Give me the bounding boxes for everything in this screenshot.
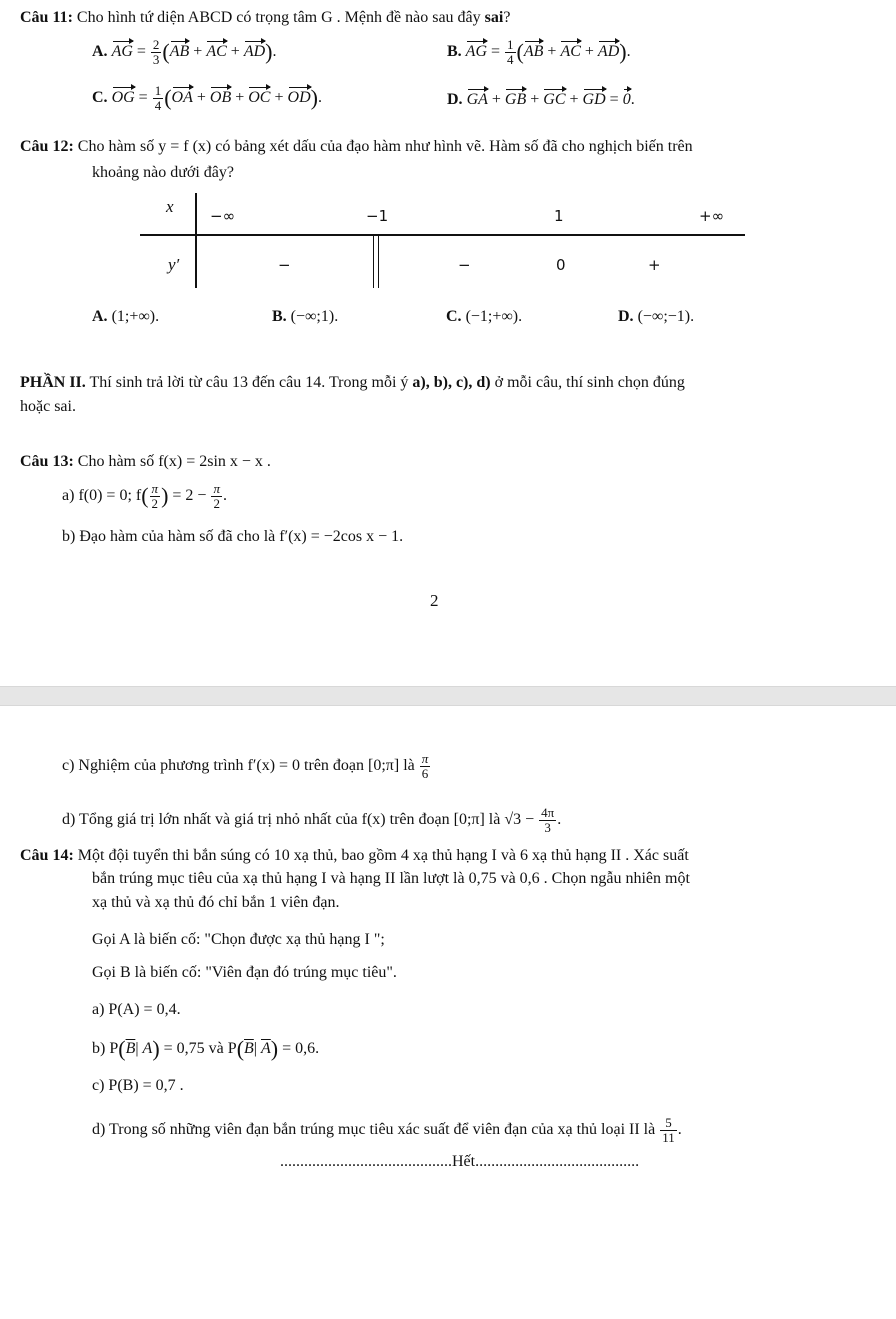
vector-term: AC <box>560 42 581 60</box>
q14-label: Câu 14: <box>20 847 74 864</box>
q13-label: Câu 13: <box>20 453 74 470</box>
q14-text: Một đội tuyển thi bắn súng có 10 xạ thủ, bao gồm 4 xạ thủ hạng I và 6 xạ thủ hạng II . Xác suất <box>77 847 689 864</box>
q14-item-d[interactable]: d) Trong số những viên đạn bắn trúng mục tiêu xác suất để viên đạn của xạ thủ loại II là $\frac{5}{11}$ . <box>92 1115 682 1145</box>
option-key: A. <box>92 308 108 325</box>
q13-item-c[interactable] <box>62 752 431 780</box>
fraction: $\frac{4\pi}{3}$ <box>541 805 555 835</box>
vector-term: GB <box>504 91 527 108</box>
table-h-rule <box>140 234 745 236</box>
item-text: = 2 − <box>172 486 207 504</box>
part2-heading <box>20 373 685 392</box>
q11-stem <box>20 8 510 27</box>
option-key: D. <box>447 91 463 108</box>
q14-stem-line1 <box>20 846 689 865</box>
part2-text-cont: hoặc sai. <box>20 398 76 415</box>
option-key: C. <box>92 88 108 106</box>
page-number: 2 <box>430 591 439 610</box>
option-text: (1;+∞). <box>111 308 160 325</box>
part2-items: a), b), c), d) <box>412 374 491 391</box>
sign-minus: − <box>458 256 471 274</box>
vector-term: GA <box>466 91 488 108</box>
q12-option-c[interactable] <box>446 307 522 326</box>
q14-item-b[interactable]: b) $P(\overline{B}|$ A) = 0,75 và $P(\overline{B}|$ $\overline{A}) = 0,6$. <box>92 1036 320 1061</box>
fraction: $\frac{\pi}{6}$ <box>421 751 429 781</box>
vector-term: OD <box>287 88 311 106</box>
q13-item-d[interactable]: d) Tổng giá trị lớn nhất và giá trị nhỏ nhất của f(x) trên đoạn [0;π] là √3 − $\frac{4\pi}{3}$ . <box>62 805 562 835</box>
q11-option-b[interactable]: B. AG = $\frac{1}{4}$ (AB + AC + AD). <box>447 37 631 67</box>
q12-option-a[interactable] <box>92 307 159 326</box>
q11-emph: sai <box>484 9 504 26</box>
vector-term: AD <box>243 42 266 60</box>
fraction: $\frac{\pi}{2}$ <box>151 481 159 511</box>
vector-term: OG <box>111 88 135 106</box>
end-dots-right: ......................................... <box>475 1153 640 1170</box>
option-text: (−∞;−1). <box>637 308 695 325</box>
x-value: −1 <box>366 207 389 225</box>
part2-text: Thí sinh trả lời từ câu 13 đến câu 14. Trong mỗi ý <box>89 374 409 391</box>
vector-term: AG <box>465 42 487 60</box>
fraction: $\frac{\pi}{2}$ <box>213 481 220 511</box>
q11-option-a[interactable]: A. AG = $\frac{2}{3}$ (AB + AC + AD). <box>92 37 277 67</box>
q13-item-b[interactable]: b) Đạo hàm của hàm số đã cho là f′(x) = −2cos x − 1. <box>62 528 404 545</box>
q12-stem-line2: khoảng nào dưới đây? <box>92 164 234 181</box>
item-key: a) <box>62 486 75 504</box>
item-text: d) Trong số những viên đạn bắn trúng mục tiêu xác suất để viên đạn của xạ thủ loại II là <box>92 1120 656 1138</box>
option-key: A. <box>92 42 108 60</box>
x-value: +∞ <box>699 207 725 225</box>
q11-option-d[interactable]: D. GA + GB + GC + GD = 0. <box>447 91 635 108</box>
q12-text: Cho hàm số y = f (x) có bảng xét dấu của đạo hàm như hình vẽ. Hàm số đã cho nghịch biến trên <box>77 138 693 155</box>
q13-stem <box>20 452 271 471</box>
fraction: $\frac{2}{3}$ <box>152 37 160 67</box>
q12-stem-line1 <box>20 137 693 156</box>
table-x-label: x <box>166 197 174 216</box>
q14-item-c[interactable]: c) P(B) = 0,7 . <box>92 1077 184 1094</box>
option-key: B. <box>447 42 462 60</box>
option-key: B. <box>272 308 287 325</box>
q11-text: Cho hình tứ diện ABCD có trọng tâm G . Mệnh đề nào sau đây <box>76 9 481 26</box>
option-key: D. <box>618 308 634 325</box>
option-key: C. <box>446 308 462 325</box>
fraction: $\frac{1}{4}$ <box>507 37 514 67</box>
vector-term: AB <box>523 42 544 60</box>
q13-text: Cho hàm số f(x) = 2sin x − x . <box>77 453 271 470</box>
fraction: $\frac{1}{4}$ <box>154 83 162 113</box>
q14-stem-line2: bắn trúng mục tiêu của xạ thủ hạng I và hạng II lần lượt là 0,75 và 0,6 . Chọn ngẫu nhiên một <box>92 870 690 887</box>
fraction: $\frac{5}{11}$ <box>662 1115 675 1145</box>
table-yprime-label: y′ <box>168 255 180 274</box>
q14-event-a: Gọi A là biến cố: "Chọn được xạ thủ hạng I "; <box>92 931 385 948</box>
q13-item-a[interactable]: a) f(0) = 0; f( $\frac{\pi}{2}$ ) = 2 − $\frac{\pi}{2}$ . <box>62 481 227 511</box>
x-value: −∞ <box>210 207 236 225</box>
item-text: = 0,6. <box>282 1039 320 1057</box>
vector-term: AD <box>597 42 620 60</box>
vector-term: AG <box>111 42 133 60</box>
item-text: = 0,75 và <box>163 1039 224 1057</box>
option-text: (−1;+∞). <box>465 308 523 325</box>
sign-zero: 0 <box>556 256 566 274</box>
end-dots-left: ........................................... <box>280 1153 452 1170</box>
q12-label: Câu 12: <box>20 138 74 155</box>
vector-term: OC <box>248 88 271 106</box>
q14-item-a[interactable]: a) P(A) = 0,4. <box>92 1001 181 1018</box>
vector-term: AB <box>169 42 190 60</box>
vector-term: GC <box>543 91 566 108</box>
q14-event-b: Gọi B là biến cố: "Viên đạn đó trúng mục tiêu". <box>92 964 397 981</box>
part2-title: PHẦN II. <box>20 374 86 391</box>
option-text: (−∞;1). <box>290 308 339 325</box>
sign-plus: + <box>648 256 661 274</box>
vector-term: OA <box>171 88 193 106</box>
vector-term: 0 <box>622 91 631 108</box>
table-double-bar-2 <box>378 236 379 288</box>
item-text: c) Nghiệm của phương trình f′(x) = 0 trên đoạn [0;π] là <box>62 756 415 774</box>
vector-term: OB <box>209 88 232 106</box>
q12-option-d[interactable] <box>618 307 694 326</box>
q12-option-b[interactable] <box>272 307 338 326</box>
item-key: b) <box>92 1039 106 1057</box>
q11-option-c[interactable]: C. OG = $\frac{1}{4}$ (OA + OB + OC + OD). <box>92 83 322 113</box>
q11-end: ? <box>503 9 511 26</box>
vector-term: AC <box>206 42 227 60</box>
x-value: 1 <box>554 207 564 225</box>
q14-stem-line3: xạ thủ và xạ thủ đó chỉ bắn 1 viên đạn. <box>92 894 340 911</box>
part2-text: ở mỗi câu, thí sinh chọn đúng <box>494 374 685 391</box>
q11-label: Câu 11: <box>20 9 73 26</box>
end-word: Hết <box>452 1153 476 1170</box>
item-text: d) Tổng giá trị lớn nhất và giá trị nhỏ nhất của f(x) trên đoạn [0;π] là √3 − <box>62 810 535 828</box>
sign-minus: − <box>278 256 291 274</box>
page-separator <box>0 686 896 706</box>
item-text: f(0) = 0; f <box>78 486 142 504</box>
table-v-rule <box>195 193 197 288</box>
end-marker <box>280 1152 639 1171</box>
table-double-bar-1 <box>373 236 374 288</box>
vector-term: GD <box>582 91 606 108</box>
